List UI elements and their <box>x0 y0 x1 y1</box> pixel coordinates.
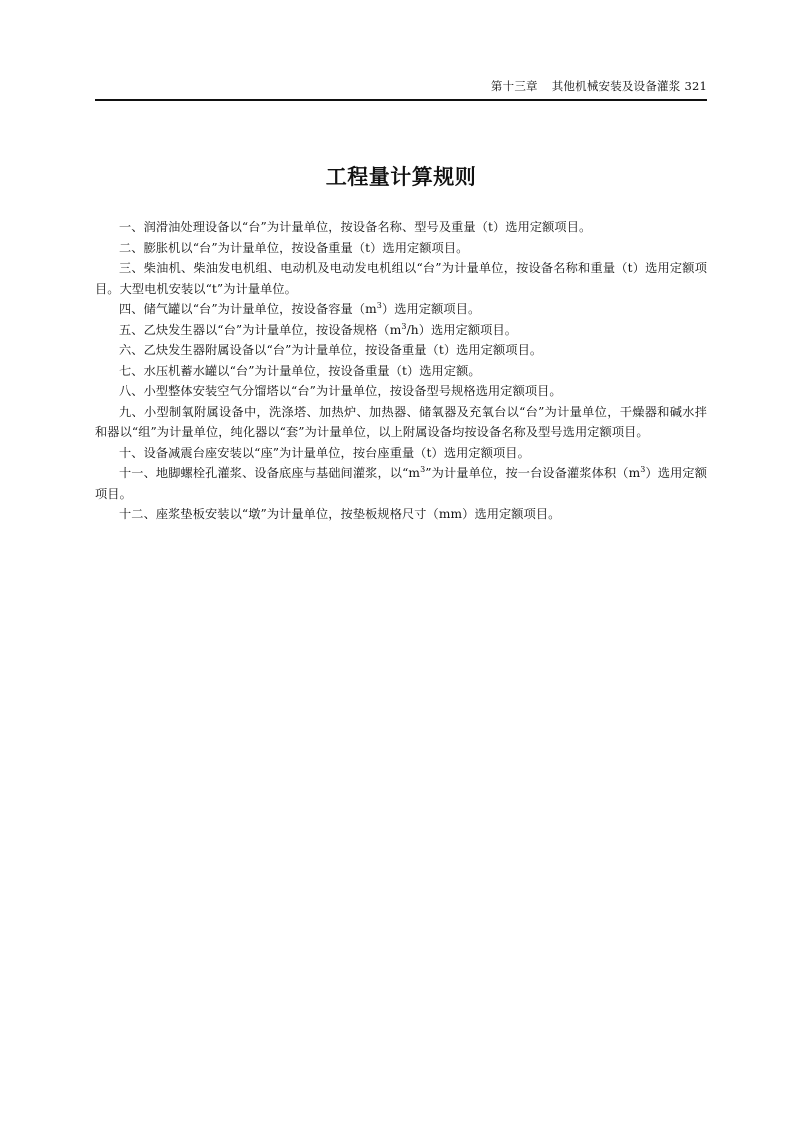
rule-text: /h）选用定额项目。 <box>406 322 518 337</box>
rule-paragraph-9: 九、小型制氧附属设备中，洗涤塔、加热炉、加热器、储氧器及充氧台以“台”为计量单位，干燥器和碱水拌和器以“组”为计量单位，纯化器以“套”为计量单位，以上附属设备均按设备名称及型号选用定额项目。 <box>95 404 707 439</box>
superscript: 3 <box>376 300 382 310</box>
rule-text: ）选用定额项目。 <box>95 466 707 501</box>
superscript: 3 <box>420 464 426 474</box>
page-number: 321 <box>684 79 707 93</box>
rule-paragraph-12: 十二、座浆垫板安装以“墩”为计量单位，按垫板规格尺寸（mm）选用定额项目。 <box>119 507 561 521</box>
chapter-title: 其他机械安装及设备灌浆 <box>551 79 681 93</box>
chapter-number: 第十三章 <box>490 79 538 93</box>
running-head <box>95 79 707 93</box>
rule-paragraph-4 <box>95 299 707 320</box>
rule-text: 四、储气罐以“台”为计量单位，按设备容量（m <box>119 302 377 316</box>
rule-text: 五、乙炔发生器以“台”为计量单位，按设备规格（m <box>119 322 402 337</box>
rule-paragraph-11 <box>95 463 707 504</box>
rule-paragraph-2: 二、膨胀机以“台”为计量单位，按设备重量（t）选用定额项目。 <box>119 240 469 255</box>
rules-body <box>95 217 707 525</box>
rule-paragraph-7: 七、水压机蓄水罐以“台”为计量单位，按设备重量（t）选用定额。 <box>119 363 481 378</box>
superscript: 3 <box>401 321 407 331</box>
rule-text: 十一、地脚螺栓孔灌浆、设备底座与基础间灌浆，以“m <box>119 466 421 480</box>
rule-paragraph-1: 一、润滑油处理设备以“台”为计量单位，按设备名称、型号及重量（t）选用定额项目。 <box>119 220 592 234</box>
page-title: 工程量计算规则 <box>325 165 477 189</box>
header-rule <box>95 99 707 101</box>
rule-text: ”为计量单位，按一台设备灌浆体积（m <box>425 466 641 480</box>
rule-paragraph-3: 三、柴油机、柴油发电机组、电动机及电动发电机组以“台”为计量单位，按设备名称和重量（t）选用定额项目。大型电机安装以“t”为计量单位。 <box>95 261 707 296</box>
superscript: 3 <box>640 464 646 474</box>
rule-paragraph-5 <box>95 320 707 341</box>
rule-paragraph-6: 六、乙炔发生器附属设备以“台”为计量单位，按设备重量（t）选用定额项目。 <box>119 343 543 357</box>
rule-paragraph-8: 八、小型整体安装空气分馏塔以“台”为计量单位，按设备型号规格选用定额项目。 <box>119 384 562 398</box>
rule-paragraph-10: 十、设备减震台座安装以“座”为计量单位，按台座重量（t）选用定额项目。 <box>119 445 530 460</box>
rule-text: ）选用定额项目。 <box>381 302 481 316</box>
